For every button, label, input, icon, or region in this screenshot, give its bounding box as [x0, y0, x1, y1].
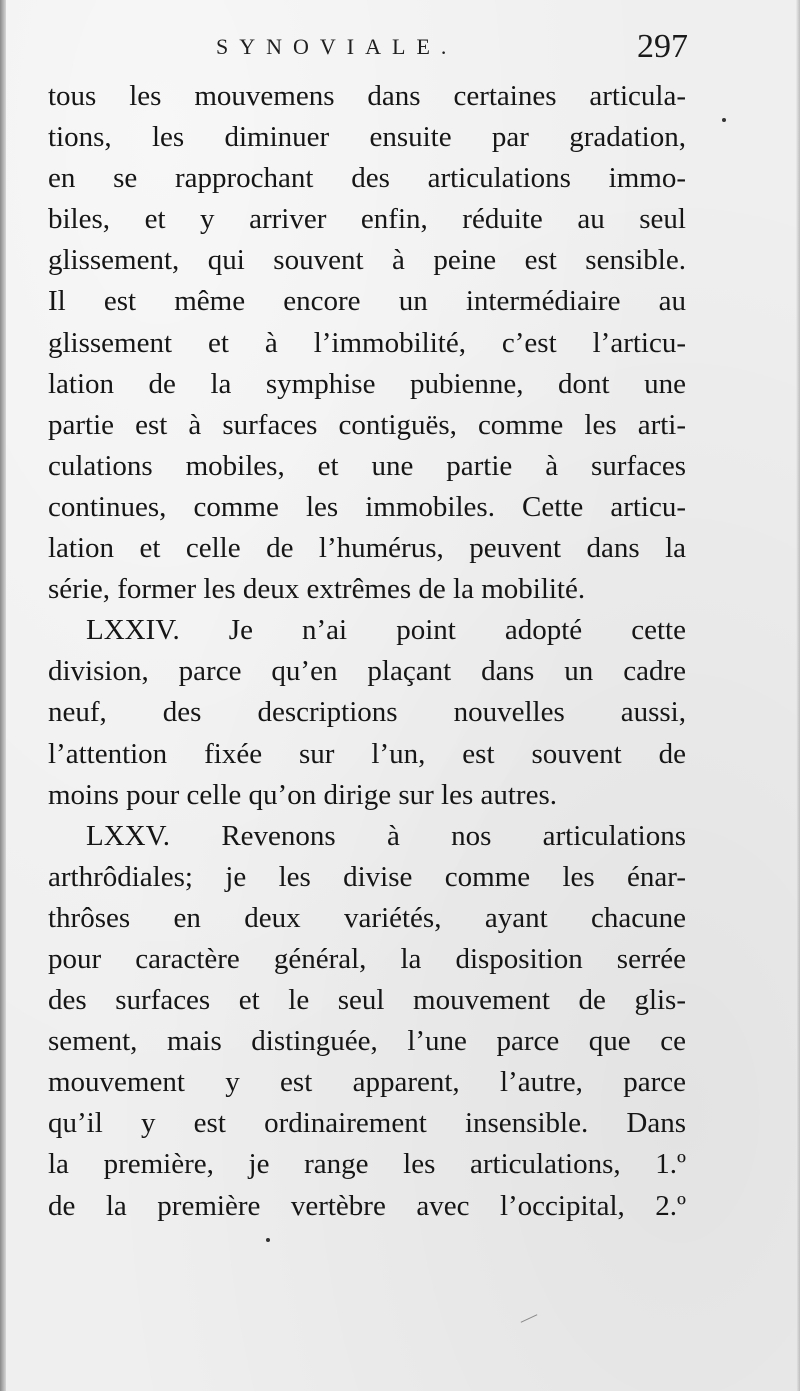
- text-line: en se rapprochant des articulations immo-: [48, 162, 686, 195]
- text-line: thrôses en deux variétés, ayant chacune: [48, 901, 686, 934]
- text-line: glissement, qui souvent à peine est sensible.: [48, 244, 686, 277]
- section-lxxiv-first-line: LXXIV. Je n’ai point adopté cette: [86, 614, 686, 647]
- paragraph-last-line: série, former les deux extrêmes de la mobilité.: [48, 573, 586, 606]
- text-line: Il est même encore un intermédiaire au: [48, 285, 686, 318]
- page-right-edge: [796, 0, 800, 1391]
- text-line: de la première vertèbre avec l’occipital, 2.º: [48, 1189, 686, 1222]
- text-line: glissement et à l’immobilité, c’est l’articu-: [48, 326, 686, 359]
- section-lxxv-first-line: LXXV. Revenons à nos articulations: [86, 819, 686, 852]
- text-line: arthrôdiales; je les divise comme les énar-: [48, 860, 686, 893]
- running-head: [48, 28, 688, 68]
- text-line: lation de la symphise pubienne, dont une: [48, 367, 686, 400]
- page-left-edge-shadow: [0, 0, 6, 1391]
- text-line: biles, et y arriver enfin, réduite au seul: [48, 203, 686, 236]
- text-line: des surfaces et le seul mouvement de glis-: [48, 984, 686, 1017]
- text-line: culations mobiles, et une partie à surfaces: [48, 449, 686, 482]
- text-line: division, parce qu’en plaçant dans un cadre: [48, 655, 686, 688]
- text-line: continues, comme les immobiles. Cette articu-: [48, 490, 686, 523]
- text-line: sement, mais distinguée, l’une parce que ce: [48, 1025, 686, 1058]
- text-line: tions, les diminuer ensuite par gradation,: [48, 121, 686, 154]
- body-text: [48, 76, 686, 1227]
- text-line: tous les mouvemens dans certaines articula-: [48, 80, 686, 112]
- text-line: mouvement y est apparent, l’autre, parce: [48, 1066, 686, 1099]
- text-line: neuf, des descriptions nouvelles aussi,: [48, 696, 686, 729]
- text-line: l’attention fixée sur l’un, est souvent de: [48, 737, 686, 770]
- text-line: la première, je range les articulations, 1.º: [48, 1148, 686, 1181]
- text-line: partie est à surfaces contiguës, comme les arti-: [48, 408, 686, 441]
- text-line: lation et celle de l’humérus, peuvent dans la: [48, 532, 686, 565]
- running-title: SYNOVIALE.: [216, 34, 458, 59]
- page-number: 297: [637, 28, 688, 65]
- paragraph-last-line: moins pour celle qu’on dirige sur les autres.: [48, 778, 557, 811]
- text-line: pour caractère général, la disposition serrée: [48, 942, 686, 975]
- text-line: qu’il y est ordinairement insensible. Dans: [48, 1107, 686, 1140]
